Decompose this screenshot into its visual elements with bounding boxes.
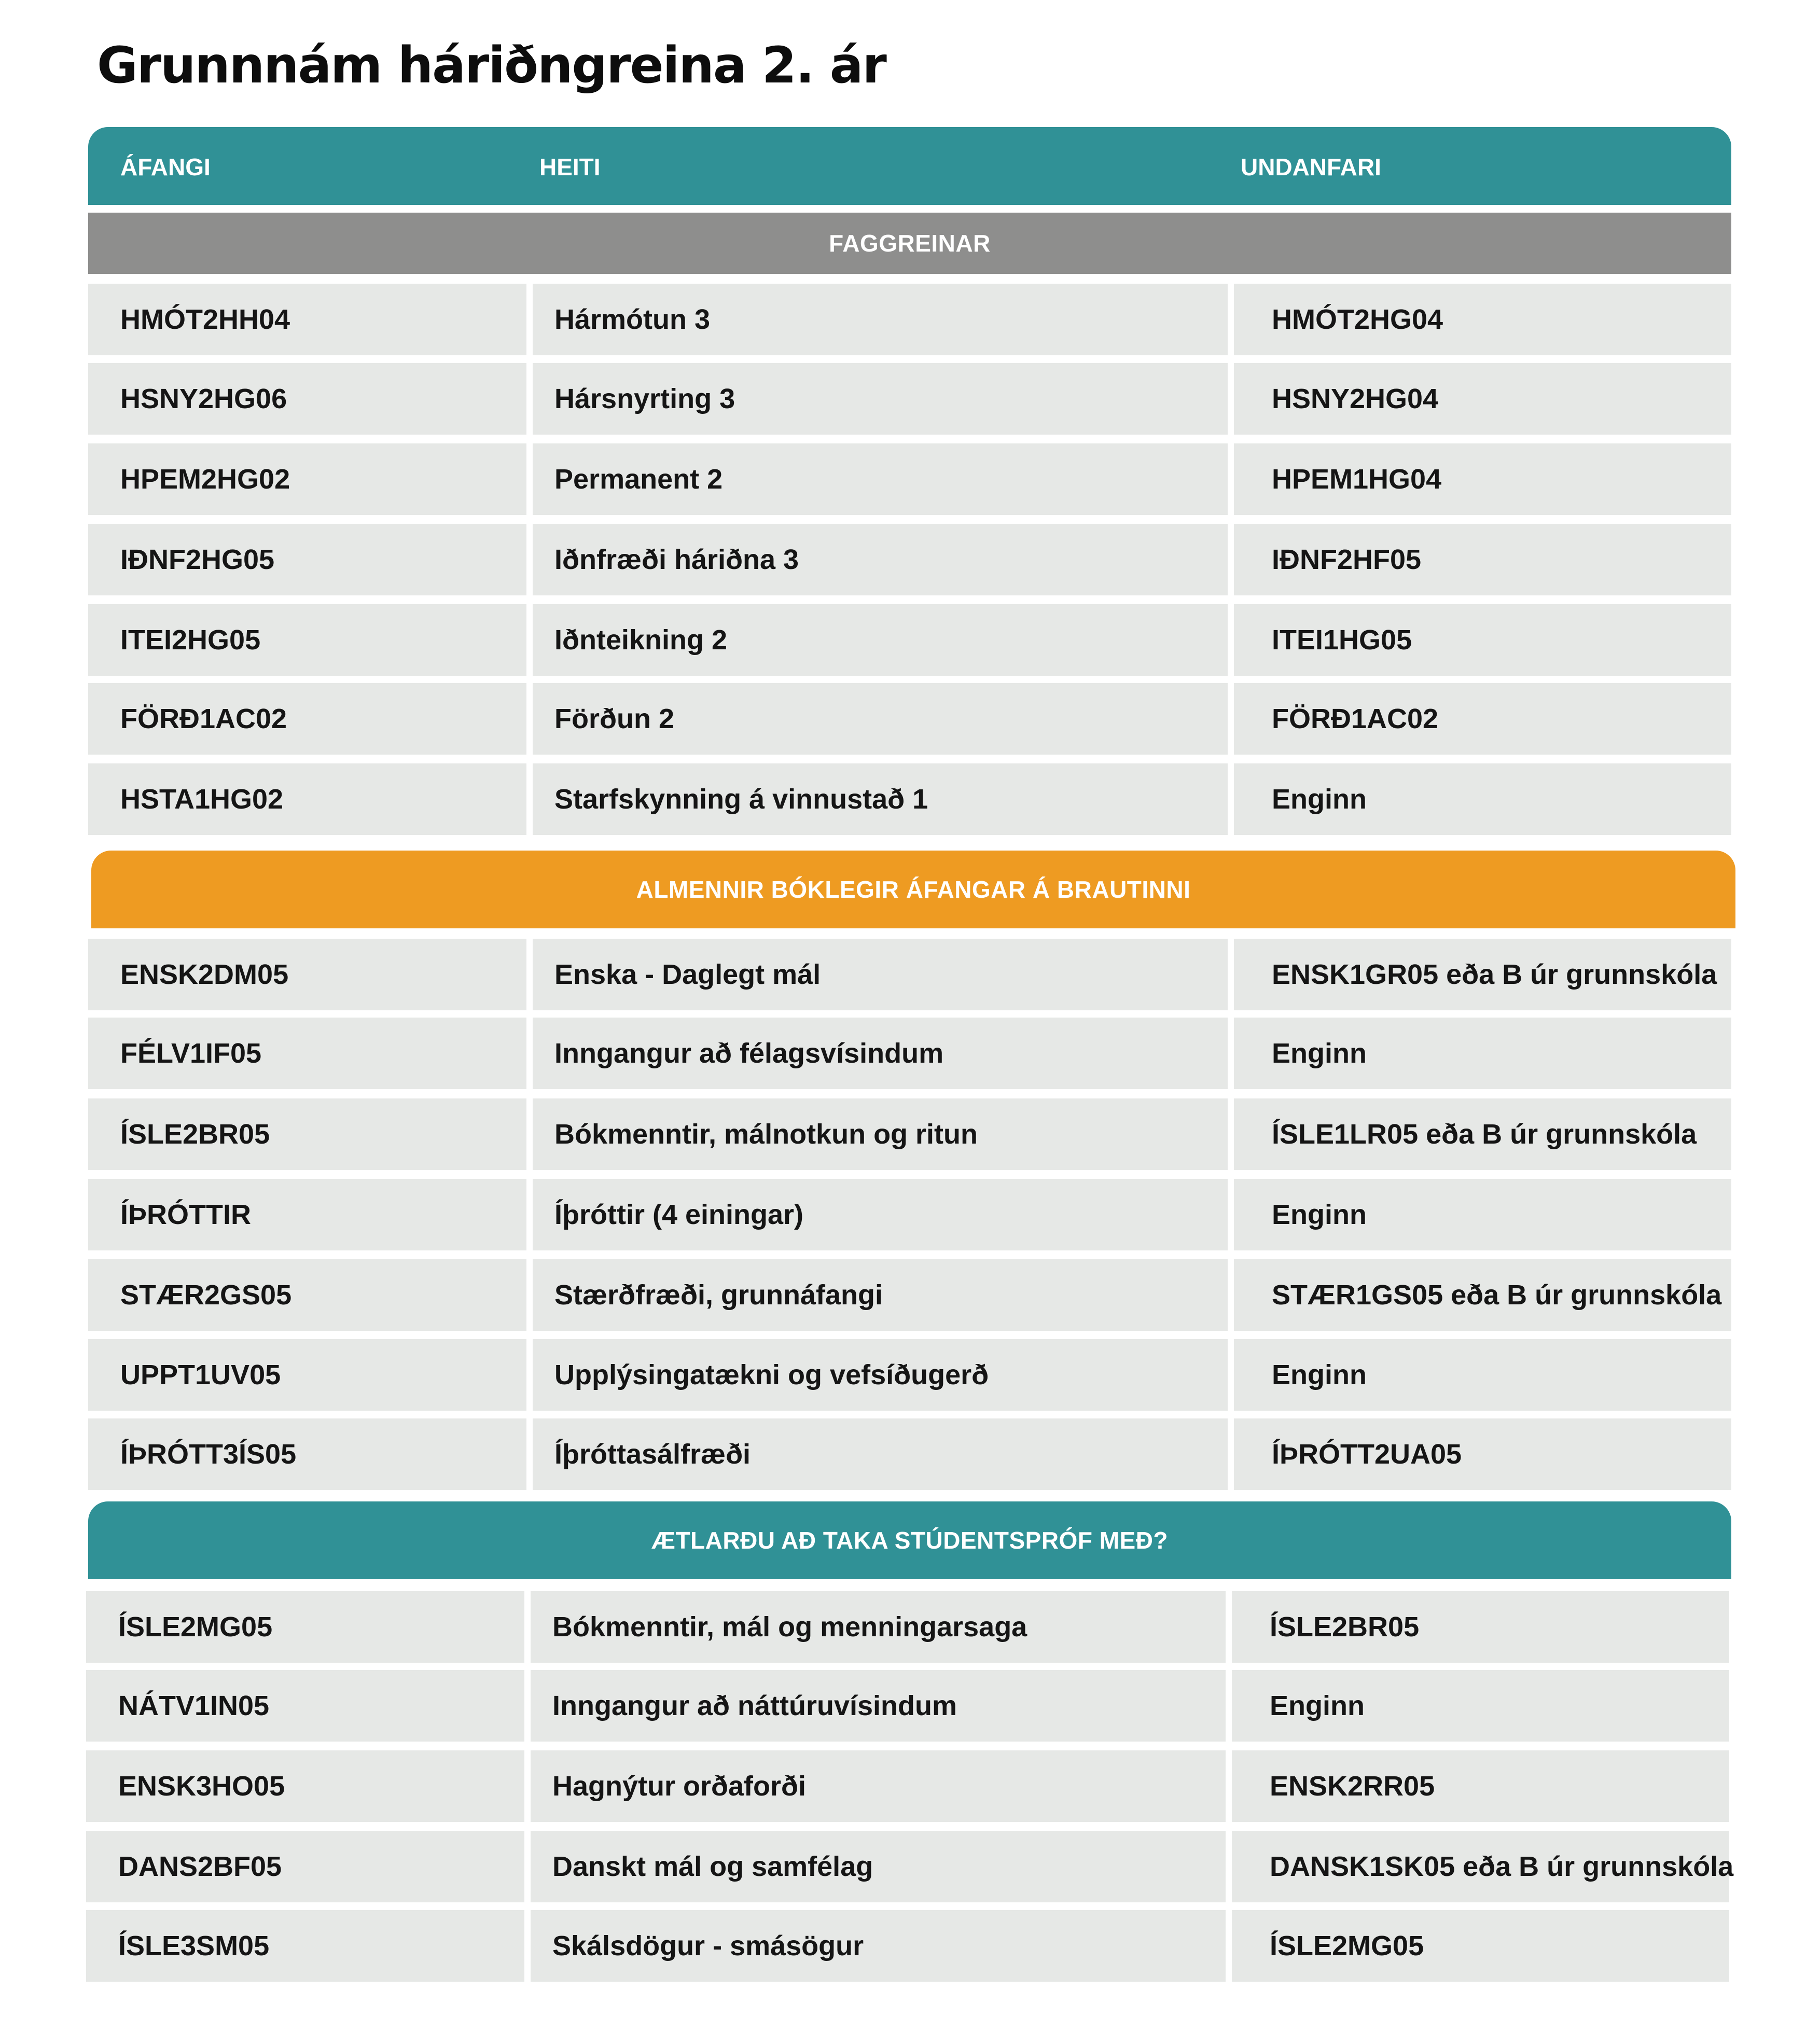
course-code: ENSK3HO05 [86, 1750, 524, 1822]
prerequisite: HPEM1HG04 [1234, 443, 1731, 515]
course-code: ENSK2DM05 [88, 939, 526, 1010]
course-code: STÆR2GS05 [88, 1259, 526, 1331]
prerequisite: ENSK2RR05 [1232, 1750, 1729, 1822]
table-row [88, 604, 1731, 676]
prerequisite: ÍSLE1LR05 eða B úr grunnskóla [1234, 1098, 1731, 1170]
course-code: ÍSLE2BR05 [88, 1098, 526, 1170]
prerequisite: Enginn [1234, 763, 1731, 835]
prerequisite: ÍSLE2BR05 [1232, 1591, 1729, 1663]
section-header: FAGGREINAR [88, 213, 1731, 274]
course-name: Hármótun 3 [533, 284, 1228, 355]
course-code: DANS2BF05 [86, 1831, 524, 1902]
table-row [88, 1339, 1731, 1411]
course-name: Skálsdögur - smásögur [531, 1910, 1226, 1982]
table-row [88, 443, 1731, 515]
course-name: Bókmenntir, málnotkun og ritun [533, 1098, 1228, 1170]
course-name: Permanent 2 [533, 443, 1228, 515]
table-row [88, 1098, 1731, 1170]
course-code: IÐNF2HG05 [88, 524, 526, 595]
table-row [86, 1591, 1729, 1663]
course-code: FÉLV1IF05 [88, 1018, 526, 1089]
prerequisite: ÍSLE2MG05 [1232, 1910, 1729, 1982]
table-row [88, 1259, 1731, 1331]
course-name: Danskt mál og samfélag [531, 1831, 1226, 1902]
prerequisite: ITEI1HG05 [1234, 604, 1731, 676]
course-code: ÍSLE2MG05 [86, 1591, 524, 1663]
table-row [88, 524, 1731, 595]
table-row [88, 363, 1731, 435]
table-header [88, 127, 1731, 205]
table-row [88, 1018, 1731, 1089]
course-name: Upplýsingatækni og vefsíðugerð [533, 1339, 1228, 1411]
prerequisite: Enginn [1234, 1018, 1731, 1089]
prerequisite: STÆR1GS05 eða B úr grunnskóla [1234, 1259, 1731, 1331]
course-name: Starfskynning á vinnustað 1 [533, 763, 1228, 835]
prerequisite: Enginn [1232, 1670, 1729, 1742]
course-name: Stærðfræði, grunnáfangi [533, 1259, 1228, 1331]
course-name: Íþróttir (4 einingar) [533, 1179, 1228, 1250]
page-title: Grunnnám háriðngreina 2. ár [97, 36, 886, 94]
table-row [88, 284, 1731, 355]
course-name: Hársnyrting 3 [533, 363, 1228, 435]
prerequisite: FÖRÐ1AC02 [1234, 683, 1731, 755]
prerequisite: Enginn [1234, 1339, 1731, 1411]
table-row [88, 1179, 1731, 1250]
course-name: Íþróttasálfræði [533, 1418, 1228, 1490]
course-code: HSNY2HG06 [88, 363, 526, 435]
table-row [88, 683, 1731, 755]
prerequisite: DANSK1SK05 eða B úr grunnskóla [1232, 1831, 1729, 1902]
course-code: ITEI2HG05 [88, 604, 526, 676]
course-name: Iðnfræði háriðna 3 [533, 524, 1228, 595]
table-row [86, 1750, 1729, 1822]
table-row [88, 939, 1731, 1010]
section-header: ÆTLARÐU AÐ TAKA STÚDENTSPRÓF MEÐ? [88, 1501, 1731, 1579]
course-code: ÍÞRÓTTIR [88, 1179, 526, 1250]
course-code: HMÓT2HH04 [88, 284, 526, 355]
course-code: HPEM2HG02 [88, 443, 526, 515]
course-code: ÍSLE3SM05 [86, 1910, 524, 1982]
column-header-afangi: ÁFANGI [120, 154, 211, 180]
prerequisite: ÍÞRÓTT2UA05 [1234, 1418, 1731, 1490]
course-name: Inngangur að félagsvísindum [533, 1018, 1228, 1089]
prerequisite: HSNY2HG04 [1234, 363, 1731, 435]
prerequisite: ENSK1GR05 eða B úr grunnskóla [1234, 939, 1731, 1010]
course-code: HSTA1HG02 [88, 763, 526, 835]
course-name: Iðnteikning 2 [533, 604, 1228, 676]
column-header-undanfari: UNDANFARI [1241, 154, 1381, 180]
prerequisite: IÐNF2HF05 [1234, 524, 1731, 595]
table-row [86, 1670, 1729, 1742]
section-header: ALMENNIR BÓKLEGIR ÁFANGAR Á BRAUTINNI [91, 851, 1735, 928]
course-name: Bókmenntir, mál og menningarsaga [531, 1591, 1226, 1663]
table-row [88, 1418, 1731, 1490]
table-row [86, 1910, 1729, 1982]
table-row [88, 763, 1731, 835]
course-name: Hagnýtur orðaforði [531, 1750, 1226, 1822]
course-name: Inngangur að náttúruvísindum [531, 1670, 1226, 1742]
course-code: ÍÞRÓTT3ÍS05 [88, 1418, 526, 1490]
course-code: NÁTV1IN05 [86, 1670, 524, 1742]
course-code: UPPT1UV05 [88, 1339, 526, 1411]
table-row [86, 1831, 1734, 1902]
prerequisite: HMÓT2HG04 [1234, 284, 1731, 355]
course-code: FÖRÐ1AC02 [88, 683, 526, 755]
course-name: Enska - Daglegt mál [533, 939, 1228, 1010]
course-name: Förðun 2 [533, 683, 1228, 755]
column-header-heiti: HEITI [539, 154, 601, 180]
prerequisite: Enginn [1234, 1179, 1731, 1250]
